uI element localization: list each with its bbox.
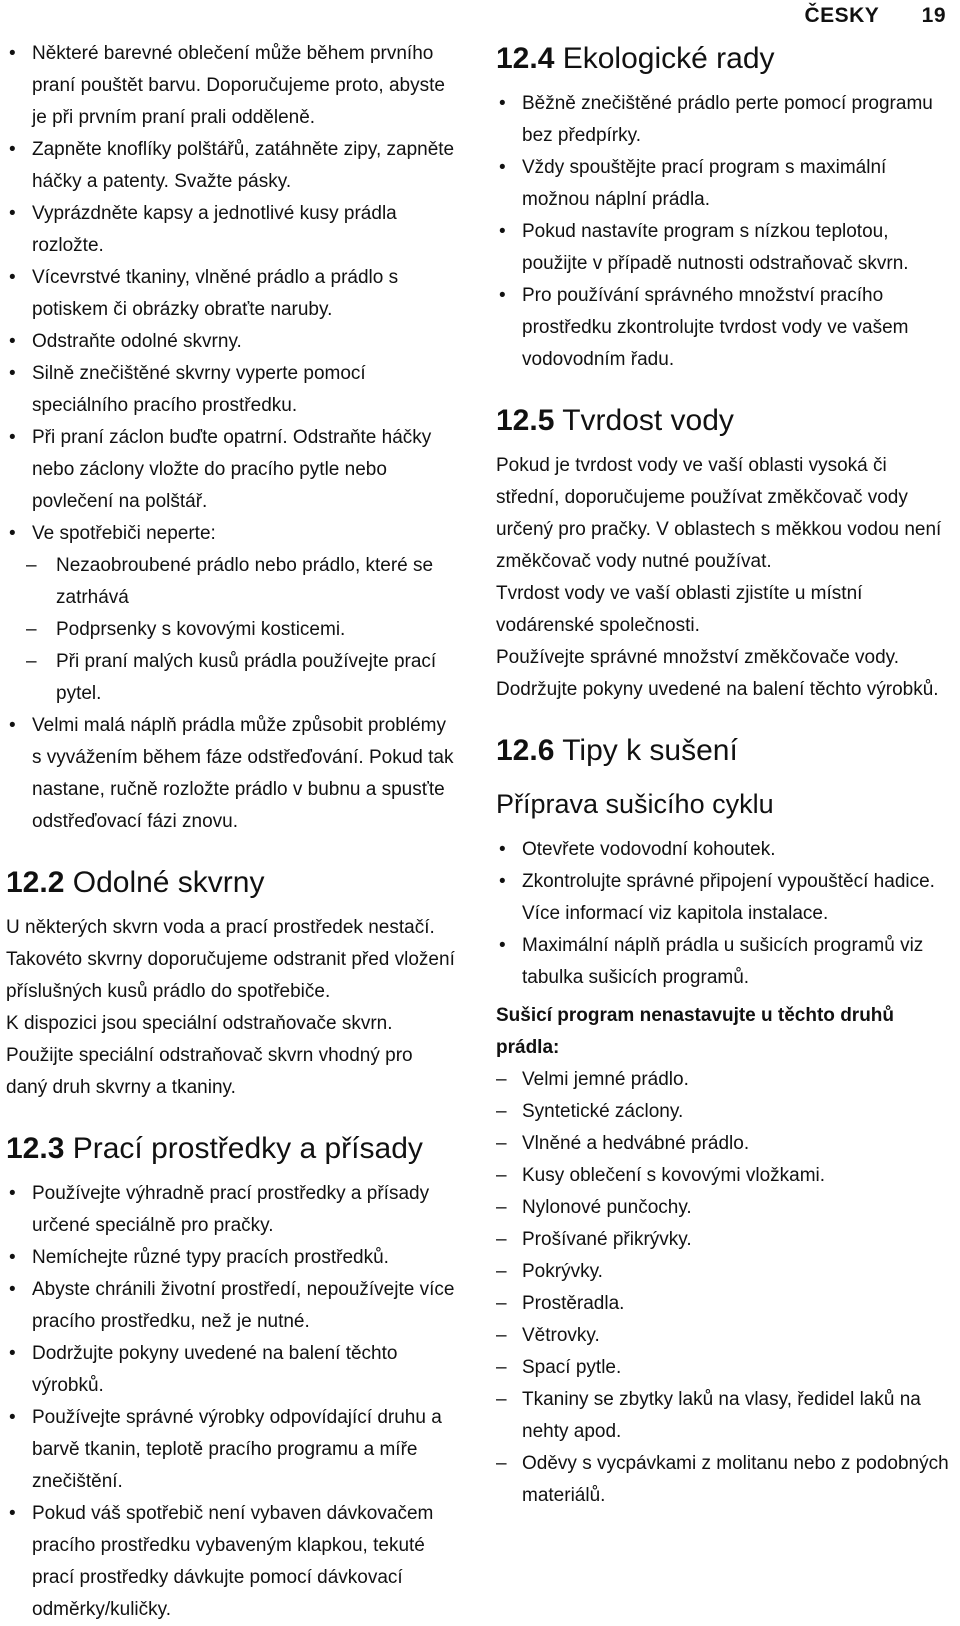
list-item: • Dodržujte pokyny uvedené na balení těchto výrobků. <box>6 1338 458 1402</box>
paragraph: Dodržujte pokyny uvedené na balení těchto výrobků. <box>496 679 939 700</box>
list-item: • Používejte výhradně prací prostředky a přísady určené speciálně pro pračky. <box>6 1178 458 1242</box>
drying-prep-list <box>496 834 952 994</box>
dont-wash-list <box>26 550 458 710</box>
list-item: • Velmi malá náplň prádla může způsobit problémy s vyvážením během fáze odstřeďování. Pokud tak nastane, ručně rozložte prádlo v bubnu a spusťte odstřeďovací fázi znovu. <box>6 710 458 838</box>
list-item: • Některé barevné oblečení může během prvního praní pouštět barvu. Doporučujeme proto, abyste je při prvním praní prali odděleně. <box>6 38 458 134</box>
paragraph: Použijte speciální odstraňovač skvrn vhodný pro daný druh skvrny a tkaniny. <box>6 1045 413 1098</box>
section-title-12-3 <box>6 1130 458 1168</box>
list-item: – Spací pytle. <box>496 1352 952 1384</box>
list-item: • Vždy spouštějte prací program s maximální možnou náplní prádla. <box>496 152 952 216</box>
paragraph: Takovéto skvrny doporučujeme odstranit před vložení příslušných kusů prádlo do spotřebiče. <box>6 949 455 1002</box>
section-heading: Tvrdost vody <box>562 404 734 437</box>
list-item: • Maximální náplň prádla u sušicích programů viz tabulka sušicích programů. <box>496 930 952 994</box>
section-heading: Prací prostředky a přísady <box>72 1132 423 1165</box>
list-item: • Otevřete vodovodní kohoutek. <box>496 834 952 866</box>
list-item: • Pokud váš spotřebič není vybaven dávkovačem pracího prostředku vybaveným klapkou, tekuté prací prostředky dávkujte pomocí dávkovací odměrky/kuličky. <box>6 1498 458 1626</box>
list-item: – Nylonové punčochy. <box>496 1192 952 1224</box>
page-header <box>804 4 946 28</box>
eco-tips-list <box>496 88 952 376</box>
language-label: ČESKY <box>804 4 880 27</box>
list-item <box>6 518 458 550</box>
section-number: 12.3 <box>6 1132 65 1165</box>
list-item: • Odstraňte odolné skvrny. <box>6 326 458 358</box>
section-heading: Tipy k sušení <box>562 734 738 767</box>
list-item: – Nezaobroubené prádlo nebo prádlo, které se zatrhává <box>26 550 458 614</box>
section-heading: Odolné skvrny <box>72 866 265 899</box>
list-item: – Při praní malých kusů prádla používejte prací pytel. <box>26 646 458 710</box>
list-item: • Nemíchejte různé typy pracích prostředků. <box>6 1242 458 1274</box>
section-title-12-2 <box>6 864 458 902</box>
list-item: • Silně znečištěné skvrny vyperte pomocí speciálního pracího prostředku. <box>6 358 458 422</box>
list-item: – Prošívané přikrývky. <box>496 1224 952 1256</box>
section-heading: Ekologické rady <box>562 42 775 75</box>
section-number: 12.2 <box>6 866 65 899</box>
section-title-12-4 <box>496 40 952 78</box>
list-item: – Vlněné a hedvábné prádlo. <box>496 1128 952 1160</box>
list-item: – Syntetické záclony. <box>496 1096 952 1128</box>
paragraph: Používejte správné množství změkčovače vody. <box>496 647 900 668</box>
list-item-text: Ve spotřebiči neperte: <box>32 523 216 544</box>
subsection-title: Příprava sušicího cyklu <box>496 789 774 819</box>
right-column <box>496 38 952 1512</box>
paragraph: Pokud je tvrdost vody ve vaší oblasti vysoká či střední, doporučujeme používat změkčovač vody určený pro pračky. V oblastech s měkkou vodou není změkčovač vody nutné používat. <box>496 455 942 572</box>
paragraph: K dispozici jsou speciální odstraňovače skvrn. <box>6 1013 393 1034</box>
list-item: • Vyprázdněte kapsy a jednotlivé kusy prádla rozložte. <box>6 198 458 262</box>
washing-prep-list <box>6 38 458 550</box>
list-item: • Zapněte knoflíky polštářů, zatáhněte zipy, zapněte háčky a patenty. Svažte pásky. <box>6 134 458 198</box>
dont-dry-intro: Sušicí program nenastavujte u těchto druhů prádla: <box>496 1005 895 1058</box>
list-item: – Větrovky. <box>496 1320 952 1352</box>
section-number: 12.5 <box>496 404 555 437</box>
section-number: 12.6 <box>496 734 555 767</box>
list-item: – Pokrývky. <box>496 1256 952 1288</box>
small-load-list <box>6 710 458 838</box>
list-item: – Tkaniny se zbytky laků na vlasy, ředidel laků na nehty apod. <box>496 1384 952 1448</box>
list-item: • Používejte správné výrobky odpovídající druhu a barvě tkanin, teplotě pracího programu a míře znečištění. <box>6 1402 458 1498</box>
dont-dry-list <box>496 1064 952 1512</box>
list-item: • Zkontrolujte správné připojení vypouštěcí hadice. Více informací viz kapitola instalace. <box>496 866 952 930</box>
list-item: • Pokud nastavíte program s nízkou teplotou, použijte v případě nutnosti odstraňovač skvrn. <box>496 216 952 280</box>
detergent-list <box>6 1178 458 1626</box>
section-title-12-6 <box>496 732 952 770</box>
list-item: • Běžně znečištěné prádlo perte pomocí programu bez předpírky. <box>496 88 952 152</box>
section-number: 12.4 <box>496 42 555 75</box>
left-column <box>6 38 458 1626</box>
list-item: • Pro používání správného množství pracího prostředku zkontrolujte tvrdost vody ve vašem vodovodním řadu. <box>496 280 952 376</box>
page-number: 19 <box>921 4 946 27</box>
list-item: • Abyste chránili životní prostředí, nepoužívejte více pracího prostředku, než je nutné. <box>6 1274 458 1338</box>
list-item: – Prostěradla. <box>496 1288 952 1320</box>
list-item: – Oděvy s vycpávkami z molitanu nebo z podobných materiálů. <box>496 1448 952 1512</box>
paragraph: U některých skvrn voda a prací prostředek nestačí. <box>6 917 435 938</box>
list-item: – Podprsenky s kovovými kosticemi. <box>26 614 458 646</box>
list-item: • Při praní záclon buďte opatrní. Odstraňte háčky nebo záclony vložte do pracího pytle nebo povlečení na polštář. <box>6 422 458 518</box>
section-title-12-5 <box>496 402 952 440</box>
list-item: – Velmi jemné prádlo. <box>496 1064 952 1096</box>
paragraph: Tvrdost vody ve vaší oblasti zjistíte u místní vodárenské společnosti. <box>496 583 863 636</box>
list-item: – Kusy oblečení s kovovými vložkami. <box>496 1160 952 1192</box>
list-item: • Vícevrstvé tkaniny, vlněné prádlo a prádlo s potiskem či obrázky obraťte naruby. <box>6 262 458 326</box>
